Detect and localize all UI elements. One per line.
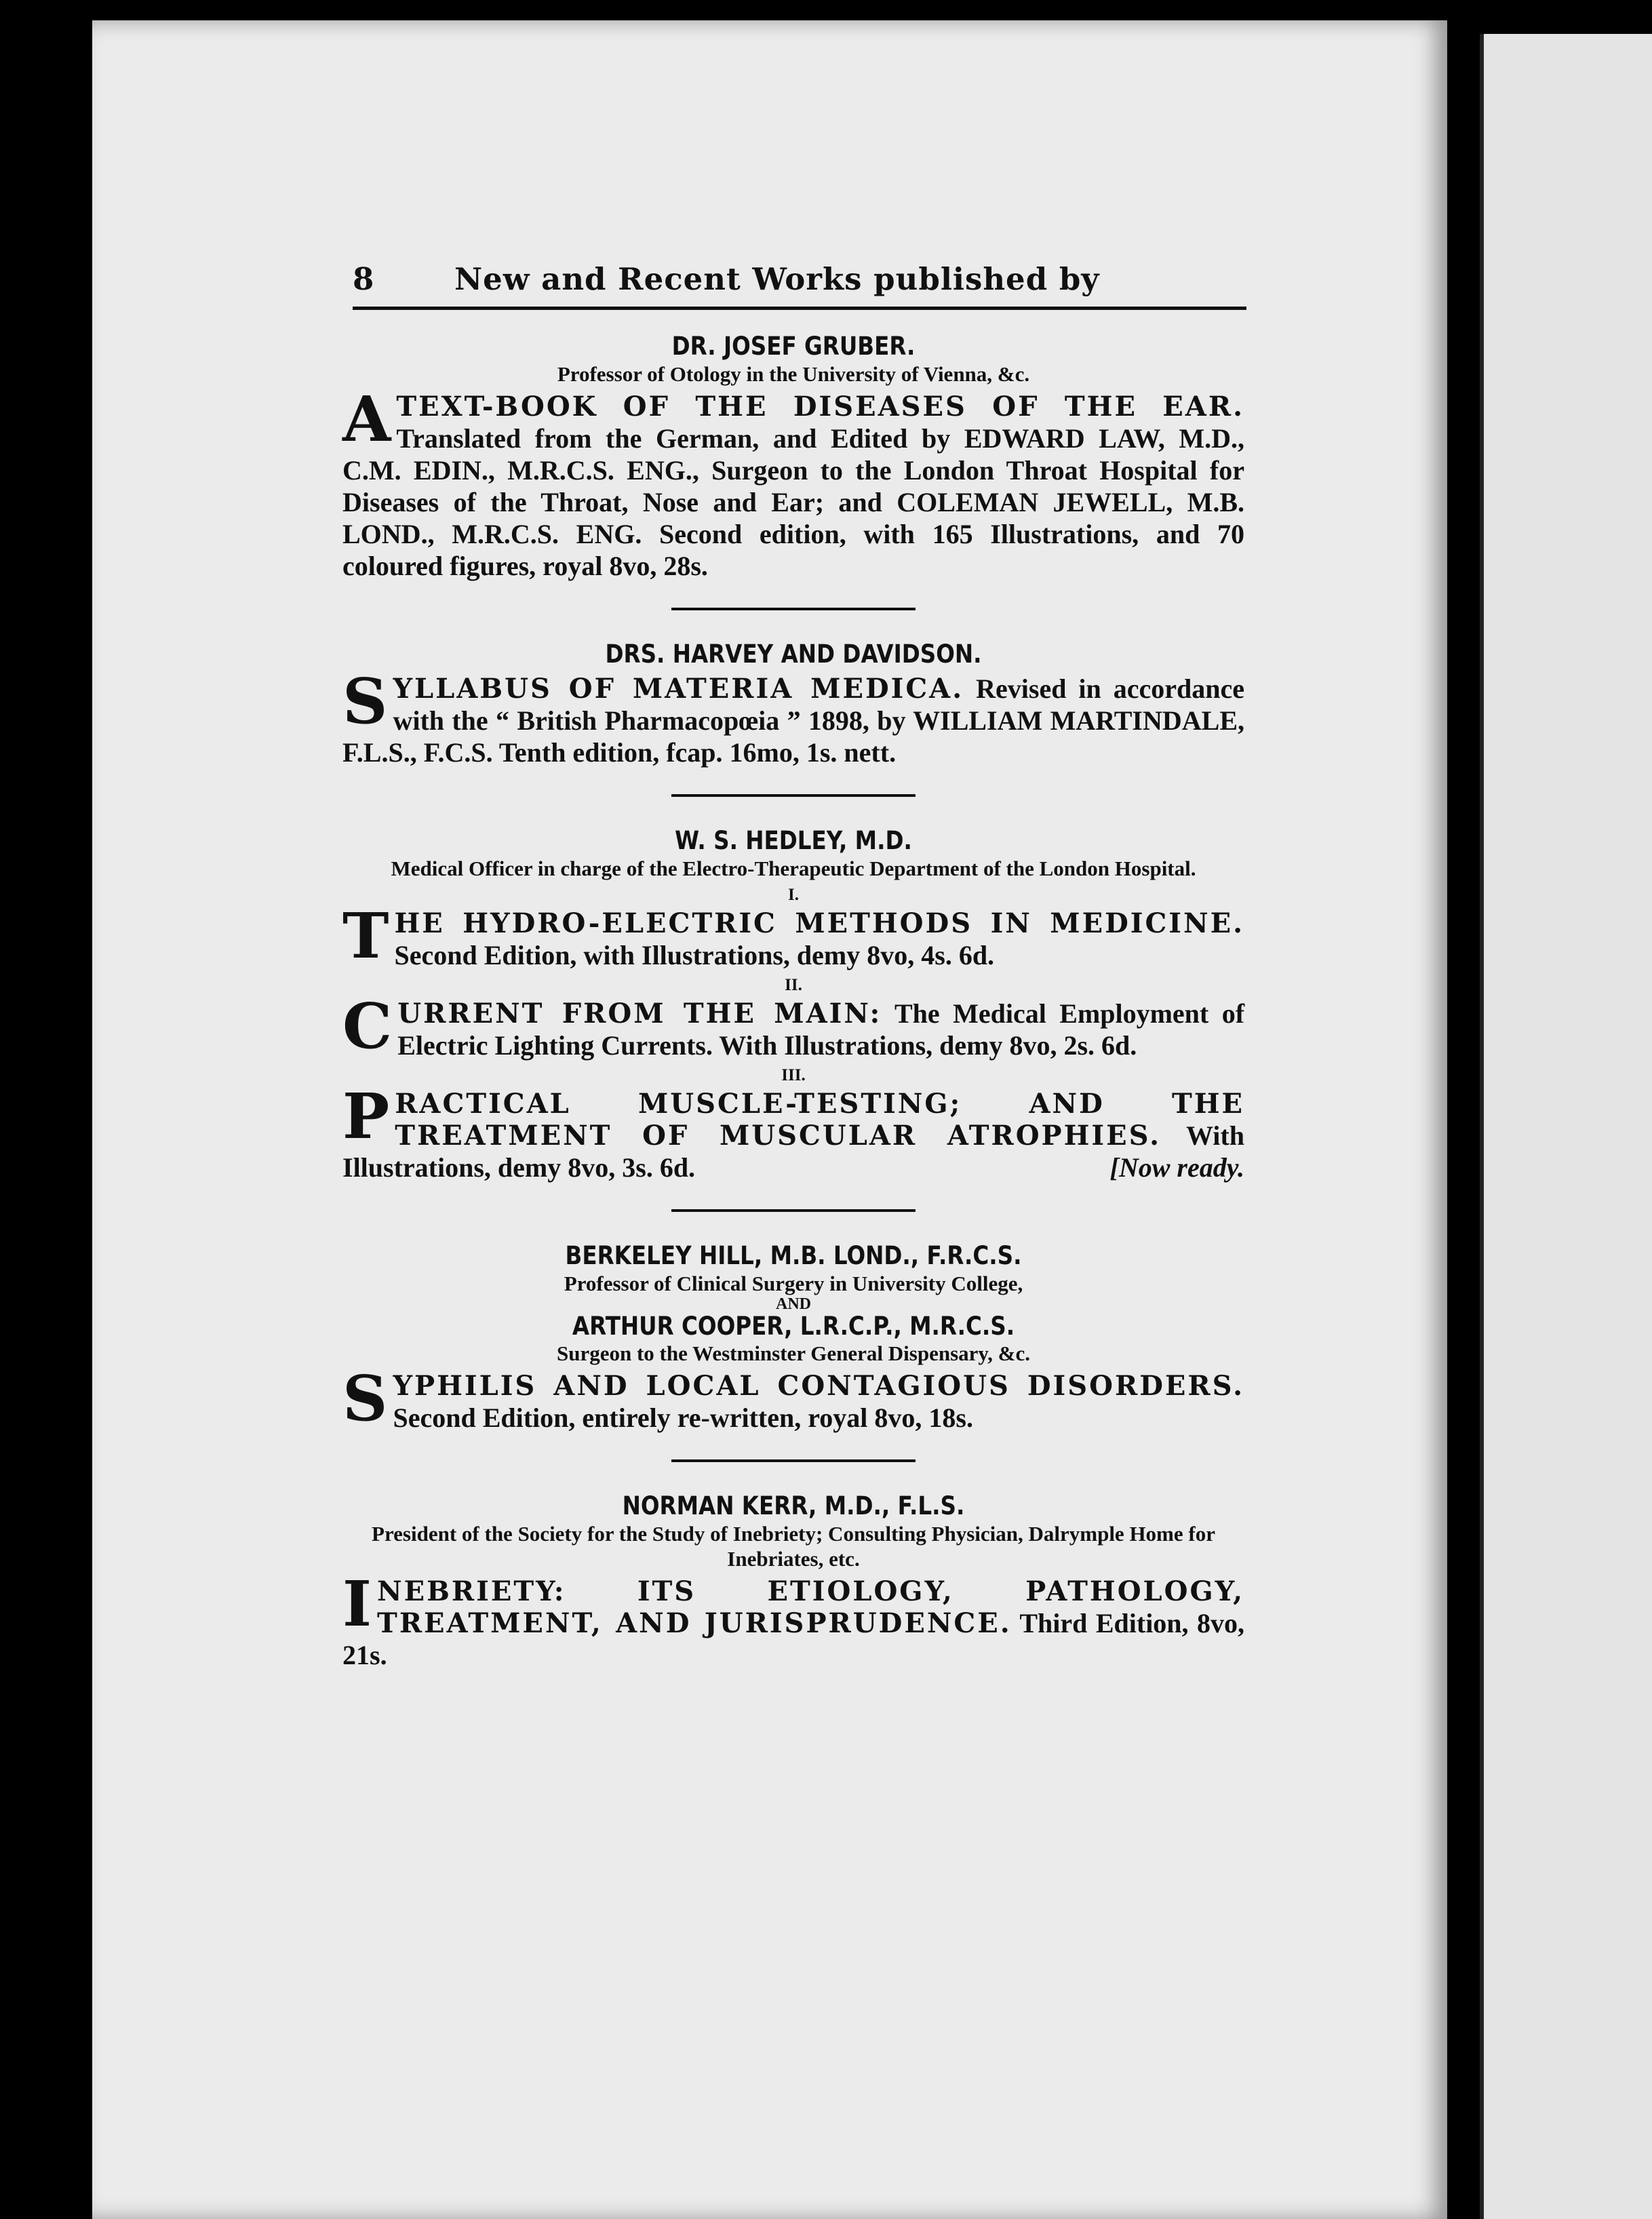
author-name: DR. JOSEF GRUBER. [671,332,916,361]
availability-note: [Now ready. [1109,1152,1244,1183]
author-name: BERKELEY HILL, M.B. LOND., F.R.C.S. [565,1241,1022,1271]
book-details: The Medical Employment of Electric Lighting Currents. With Illustrations, demy 8vo, 2s. 6d. [397,998,1245,1061]
book-entry [342,1080,1244,1183]
book-entry [342,665,1245,768]
drop-initial: I [342,1567,372,1641]
catalogue-section-hedley [342,827,1244,1183]
drop-initial: T [342,899,389,973]
book-entry [342,1567,1244,1671]
book-title: HE HYDRO-ELECTRIC METHODS IN MEDICINE. [394,907,1244,940]
page-number: 8 [353,261,375,297]
facing-page-edge [1480,34,1652,2219]
book-title: YLLABUS OF MATERIA MEDICA. [393,673,964,705]
book-details: With Illustrations, demy 8vo, 3s. 6d. [342,1120,1244,1183]
running-title: New and Recent Works published by [454,261,1100,297]
running-header [353,261,1246,310]
author-name: DRS. HARVEY AND DAVIDSON. [605,639,982,669]
book-title: RACTICAL MUSCLE-TESTING; AND THE TREATMENT OF MUSCULAR ATROPHIES. [395,1088,1244,1152]
catalogue-section-gruber [342,332,1244,582]
author-conjunction: AND [776,1295,811,1313]
book-title: URRENT FROM THE MAIN: [397,998,882,1030]
drop-initial: C [342,989,393,1063]
publisher-catalogue [342,332,1244,1671]
drop-initial: S [342,665,388,739]
author-affiliation: Professor of Clinical Surgery in University College, [564,1271,1023,1295]
drop-initial: A [342,382,391,456]
author-affiliation: President of the Society for the Study of Inebriety; Consulting Physician, Dalrymple Home for Inebriates, etc. [372,1522,1215,1571]
book-entry [342,899,1244,973]
author-name: NORMAN KERR, M.D., F.L.S. [622,1491,965,1521]
catalogue-section-harvey-davidson [342,640,1244,769]
book-entry [342,1362,1244,1436]
book-title: TEXT-BOOK OF THE DISEASES OF THE EAR. [396,390,1244,423]
entry-numeral: III. [781,1066,806,1085]
drop-initial: P [342,1080,390,1154]
book-title: NEBRIETY: ITS ETIOLOGY, PATHOLOGY, TREATMENT, AND JURISPRUDENCE. [377,1575,1244,1640]
section-divider [671,794,916,797]
entry-numeral: I. [788,886,799,905]
catalogue-section-hill-cooper [342,1242,1244,1434]
book-details: Revised in accordance with the “ British Pharmacopœia ” 1898, by WILLIAM MARTINDALE, F.L.S., F.C.S. Tenth edition, fcap. 16mo, 1s. nett. [342,673,1245,768]
catalogue-section-kerr [342,1492,1244,1671]
book-details: Second Edition, with Illustrations, demy 8vo, 4s. 6d. [394,940,995,971]
section-divider [671,608,916,610]
author-name: W. S. HEDLEY, M.D. [675,826,912,856]
book-details: Third Edition, 8vo, 21s. [342,1608,1244,1671]
section-divider [671,1459,916,1462]
author-affiliation: Professor of Otology in the University of Vienna, &c. [557,361,1030,386]
book-title: YPHILIS AND LOCAL CONTAGIOUS DISORDERS. [393,1370,1244,1402]
section-divider [671,1209,916,1212]
book-entry [342,382,1244,582]
author-affiliation: Medical Officer in charge of the Electro-Therapeutic Department of the London Hospital. [391,856,1196,880]
book-details: Second Edition, entirely re-written, royal 8vo, 18s. [393,1402,973,1434]
drop-initial: S [342,1362,388,1436]
book-entry [342,989,1245,1063]
book-details: Translated from the German, and Edited by EDWARD LAW, M.D., C.M. EDIN., M.R.C.S. ENG., Surgeon to the London Throat Hospital for Diseases of the Throat, Nose and Ear; and COLEMAN JEWELL, M.B. LOND., M.R.C.S. ENG. Second edition, with 165 Illustrations, and 70 coloured figures, royal 8vo, 28s. [342,423,1244,581]
second-author-name: ARTHUR COOPER, L.R.C.P., M.R.C.S. [572,1311,1015,1341]
second-author-affiliation: Surgeon to the Westminster General Dispensary, &c. [556,1341,1031,1366]
entry-numeral: II. [785,976,802,995]
